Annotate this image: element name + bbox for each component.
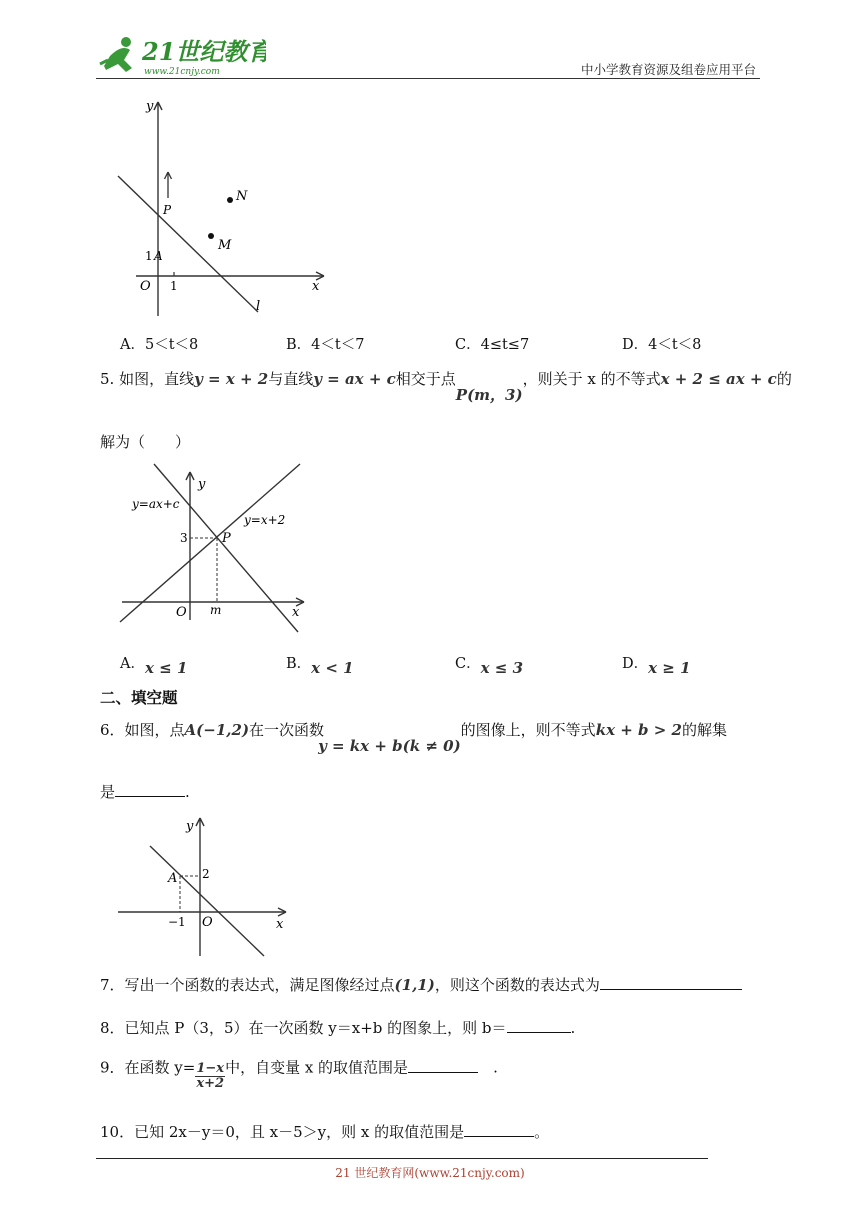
figure-q6 (116, 812, 296, 966)
logo-text: 21世纪教育 (142, 37, 266, 66)
logo-url: www.21cnjy.com (144, 67, 220, 77)
svg-text:y=x+2: y=x+2 (244, 513, 286, 527)
q4-option-d: D．4＜t＜8 (622, 337, 702, 353)
runner-icon (100, 37, 132, 72)
q9-answer-blank[interactable] (408, 1058, 478, 1073)
q8: 8．已知点 P（3，5）在一次函数 y＝x+b 的图象上，则 b＝ . (100, 1019, 576, 1037)
q6-line2: 是 . (100, 783, 190, 801)
header-platform-text: 中小学教育资源及组卷应用平台 (580, 62, 756, 77)
svg-text:O: O (176, 605, 187, 620)
svg-text:y: y (146, 99, 154, 114)
svg-text:l: l (256, 299, 261, 314)
svg-text:P: P (222, 531, 231, 546)
q5-line1: 5. 如图，直线y = x + 2与直线y = ax + c相交于点P(m，3)，则关于 x 的不等式x + 2 ≤ ax + c的 (100, 370, 792, 404)
line-kx-plus-b (150, 846, 264, 956)
point-m (208, 233, 214, 239)
svg-text:2: 2 (202, 867, 210, 881)
svg-text:A: A (154, 249, 163, 263)
q7: 7．写出一个函数的表达式，满足图像经过点(1,1)，则这个函数的表达式为 (100, 975, 742, 995)
q5-line2: 解为（ ） (100, 433, 191, 451)
point-n (227, 197, 233, 203)
svg-text:N: N (236, 189, 248, 204)
svg-text:x: x (312, 279, 320, 294)
figure-q5 (114, 460, 314, 644)
q9-fraction: $\frac{1-x}{x+2}$ (196, 1061, 225, 1091)
q5-option-c: C．x ≤ 3 (455, 656, 524, 677)
svg-text:O: O (140, 279, 151, 294)
svg-text:1: 1 (145, 249, 153, 263)
q7-answer-blank[interactable] (600, 975, 742, 990)
figure-q4 (108, 96, 338, 330)
svg-text:M: M (218, 238, 232, 253)
svg-text:A: A (168, 871, 178, 886)
svg-text:y=ax+c: y=ax+c (132, 497, 180, 511)
q4-option-a: A．5＜t＜8 (120, 337, 199, 353)
q5-option-d: D．x ≥ 1 (622, 656, 691, 677)
line-y-x-plus-2 (120, 464, 300, 622)
footer-text: 21 世纪教育网(www.21cnjy.com) (335, 1166, 525, 1180)
q5-option-b: B．x < 1 (286, 656, 354, 677)
svg-text:−1: −1 (168, 915, 186, 929)
svg-text:y: y (198, 477, 206, 492)
svg-text:y: y (186, 819, 194, 834)
q10: 10．已知 2x－y＝0，且 x－5＞y，则 x 的取值范围是 。 (100, 1123, 550, 1141)
q5-option-a: A．x ≤ 1 (120, 656, 188, 677)
q9: 9．在函数 y= $\frac{1-x}{x+2}$ 中，自变量 x 的取值范围是 . (100, 1058, 498, 1091)
svg-text:O: O (202, 915, 213, 930)
q10-answer-blank[interactable] (464, 1122, 534, 1137)
q4-option-b: B．4＜t＜7 (286, 337, 365, 353)
svg-text:m: m (210, 603, 222, 617)
site-logo (96, 34, 266, 80)
svg-text:P: P (163, 203, 172, 217)
section-heading-fill-blank: 二、填空题 (100, 689, 178, 707)
q8-answer-blank[interactable] (507, 1018, 571, 1033)
q6-answer-blank[interactable] (115, 782, 185, 797)
svg-text:x: x (292, 605, 300, 620)
q4-option-c: C．4≤t≤7 (455, 337, 530, 353)
footer-divider (96, 1158, 708, 1159)
header-divider (96, 78, 760, 79)
svg-text:3: 3 (180, 531, 188, 545)
svg-text:1: 1 (170, 279, 178, 293)
svg-text:x: x (276, 917, 284, 932)
q6-line1: 6．如图，点A(−1,2)在一次函数y = kx + b(k ≠ 0)的图像上，则不等式kx + b > 2的解集 (100, 721, 727, 755)
